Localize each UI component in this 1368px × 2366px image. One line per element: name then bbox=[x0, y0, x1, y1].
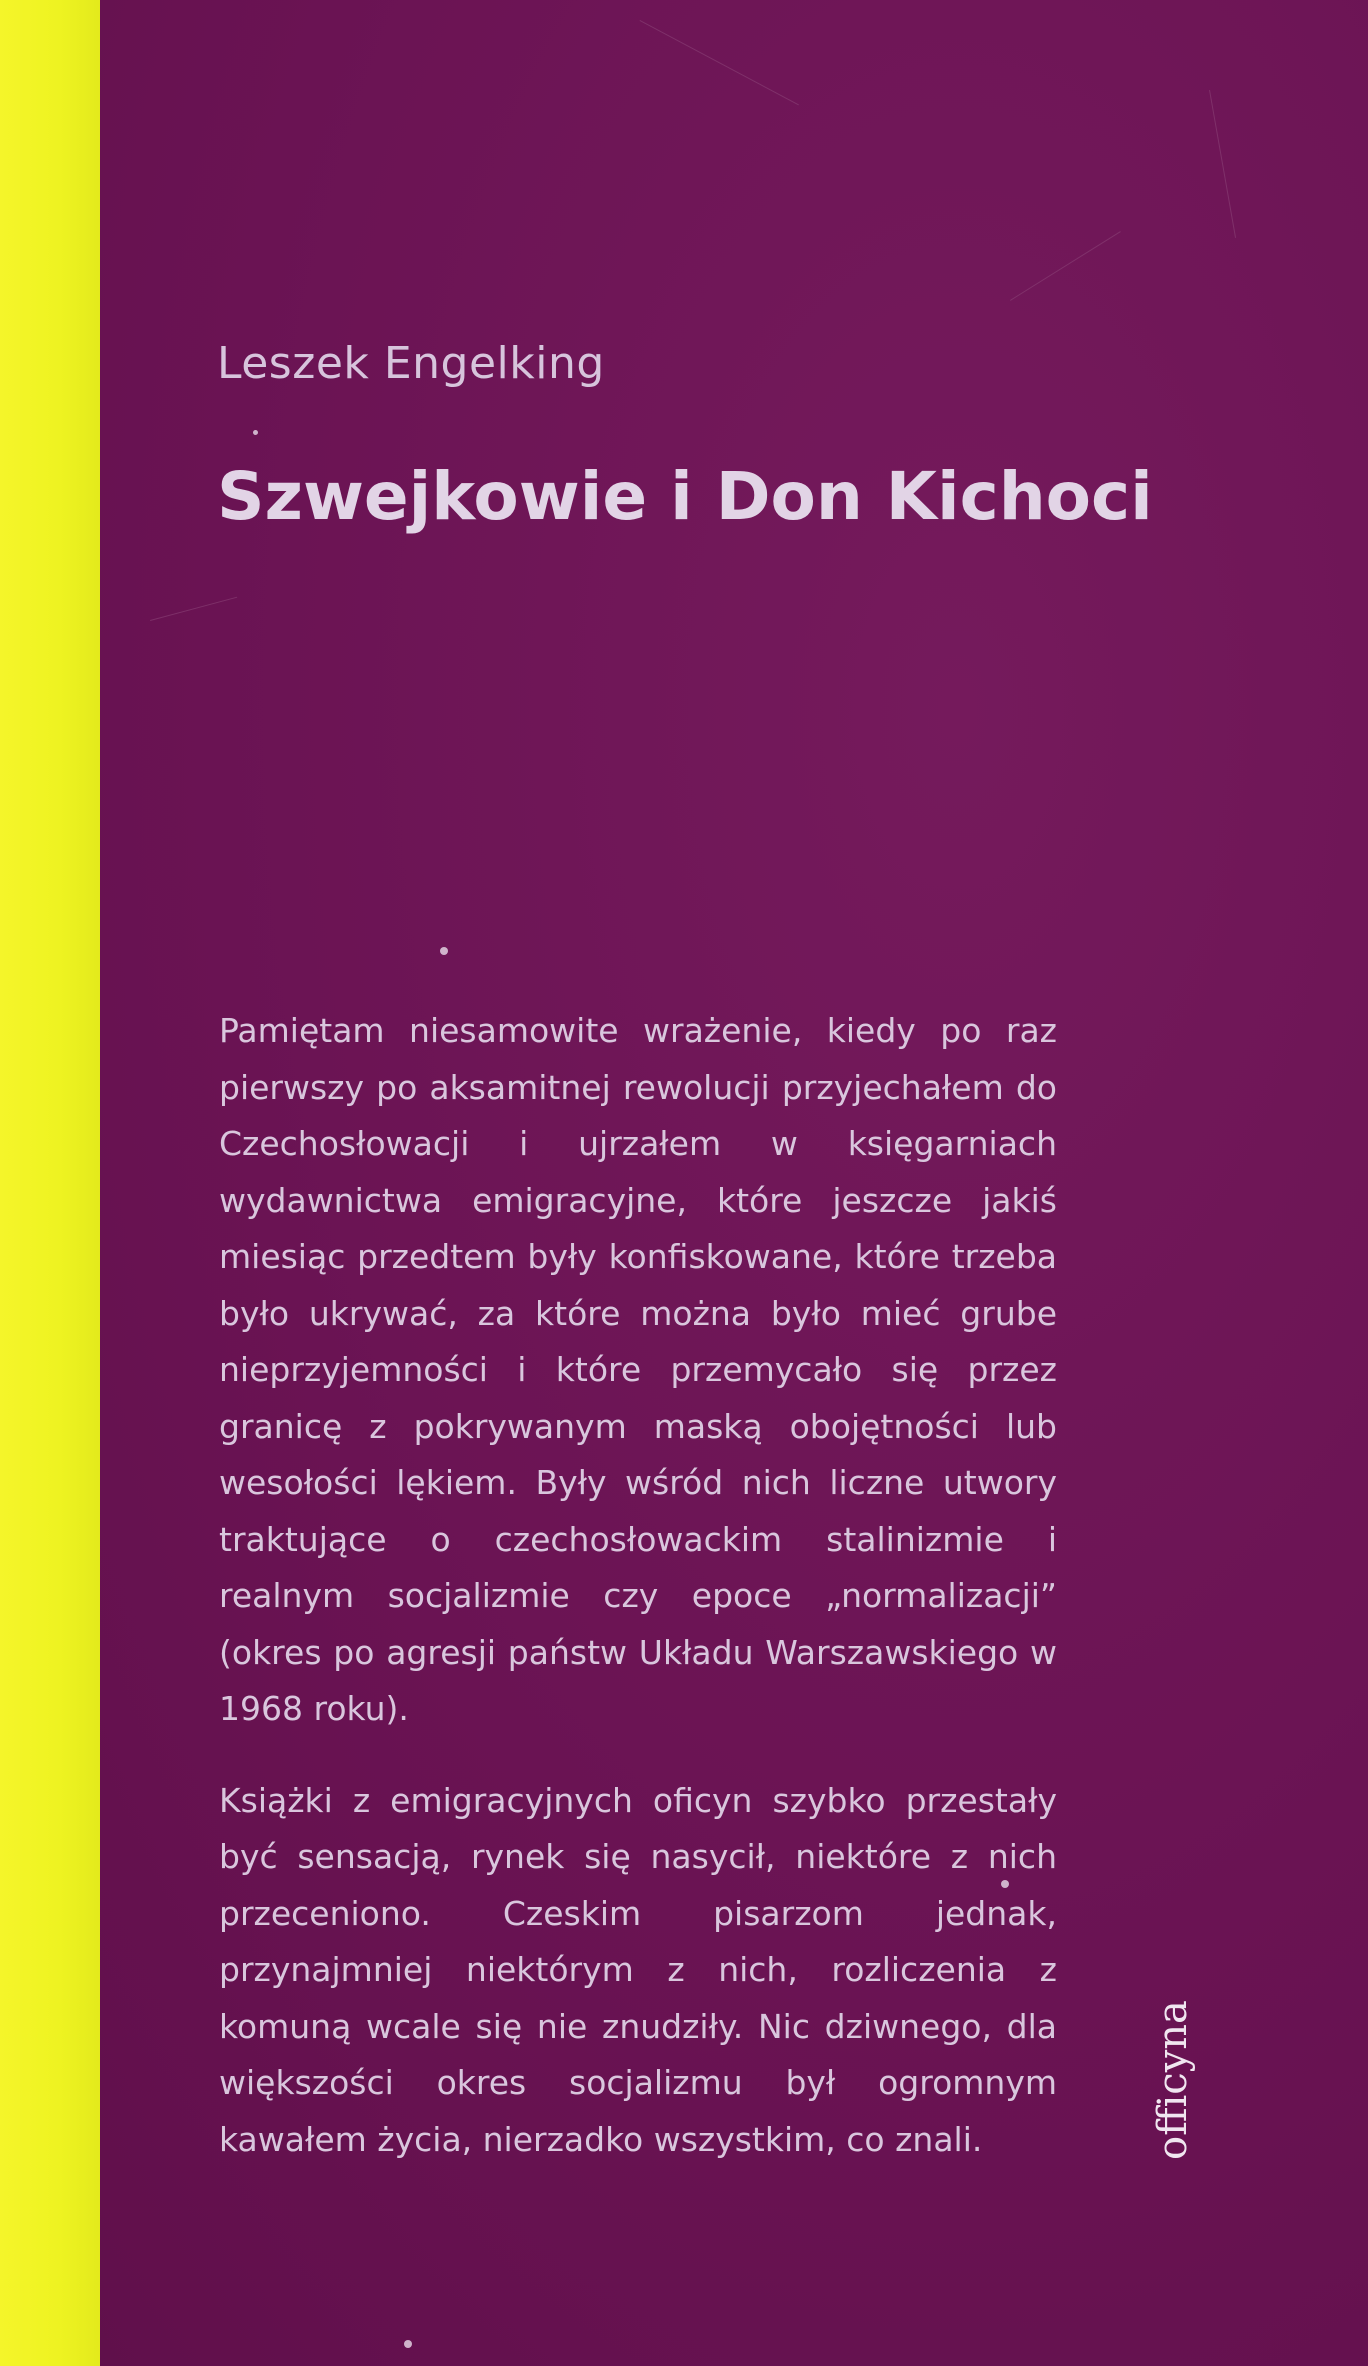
dust-speck bbox=[253, 430, 258, 435]
yellow-spine-strip bbox=[0, 0, 100, 2366]
blurb-paragraph: Pamiętam niesamowite wrażenie, kiedy po raz pierwszy po aksamitnej rewolucji przyjechałem do Czechosłowacji i ujrzałem w księgarniach wydawnictwa emigracyjne, które jeszcze jakiś miesiąc przedtem były konfiskowane, które trzeba było ukrywać, za które można było mieć grube nieprzyjemności i które przemycało się przez granicę z pokrywanym maską obojętności lub wesołości lękiem. Były wśród nich liczne utwory traktujące o czechosłowackim stalinizmie i realnym socjalizmie czy epoce „normalizacji” (okres po agresji państw Układu Warszawskiego w 1968 roku). bbox=[219, 1011, 1057, 1728]
book-title: Szwejkowie i Don Kichoci bbox=[217, 458, 1153, 535]
dust-speck bbox=[440, 947, 448, 955]
cover-scratch bbox=[150, 597, 237, 621]
dust-speck bbox=[404, 2340, 412, 2348]
cover-scratch bbox=[1209, 90, 1236, 238]
cover-scratch bbox=[1010, 231, 1121, 301]
publisher-logo: officyna bbox=[1150, 2000, 1196, 2160]
blurb-text bbox=[219, 1003, 1057, 2168]
cover-scratch bbox=[640, 20, 799, 105]
blurb-paragraph: Książki z emigracyjnych oficyn szybko przestały być sensacją, rynek się nasycił, niektóre z nich przeceniono. Czeskim pisarzom jednak, przynajmniej niektórym z nich, rozliczenia z komuną wcale się nie znudziły. Nic dziwnego, dla większości okres socjalizmu był ogromnym kawałem życia, nierzadko wszystkim, co znali. bbox=[219, 1780, 1057, 2159]
book-author: Leszek Engelking bbox=[217, 338, 605, 389]
